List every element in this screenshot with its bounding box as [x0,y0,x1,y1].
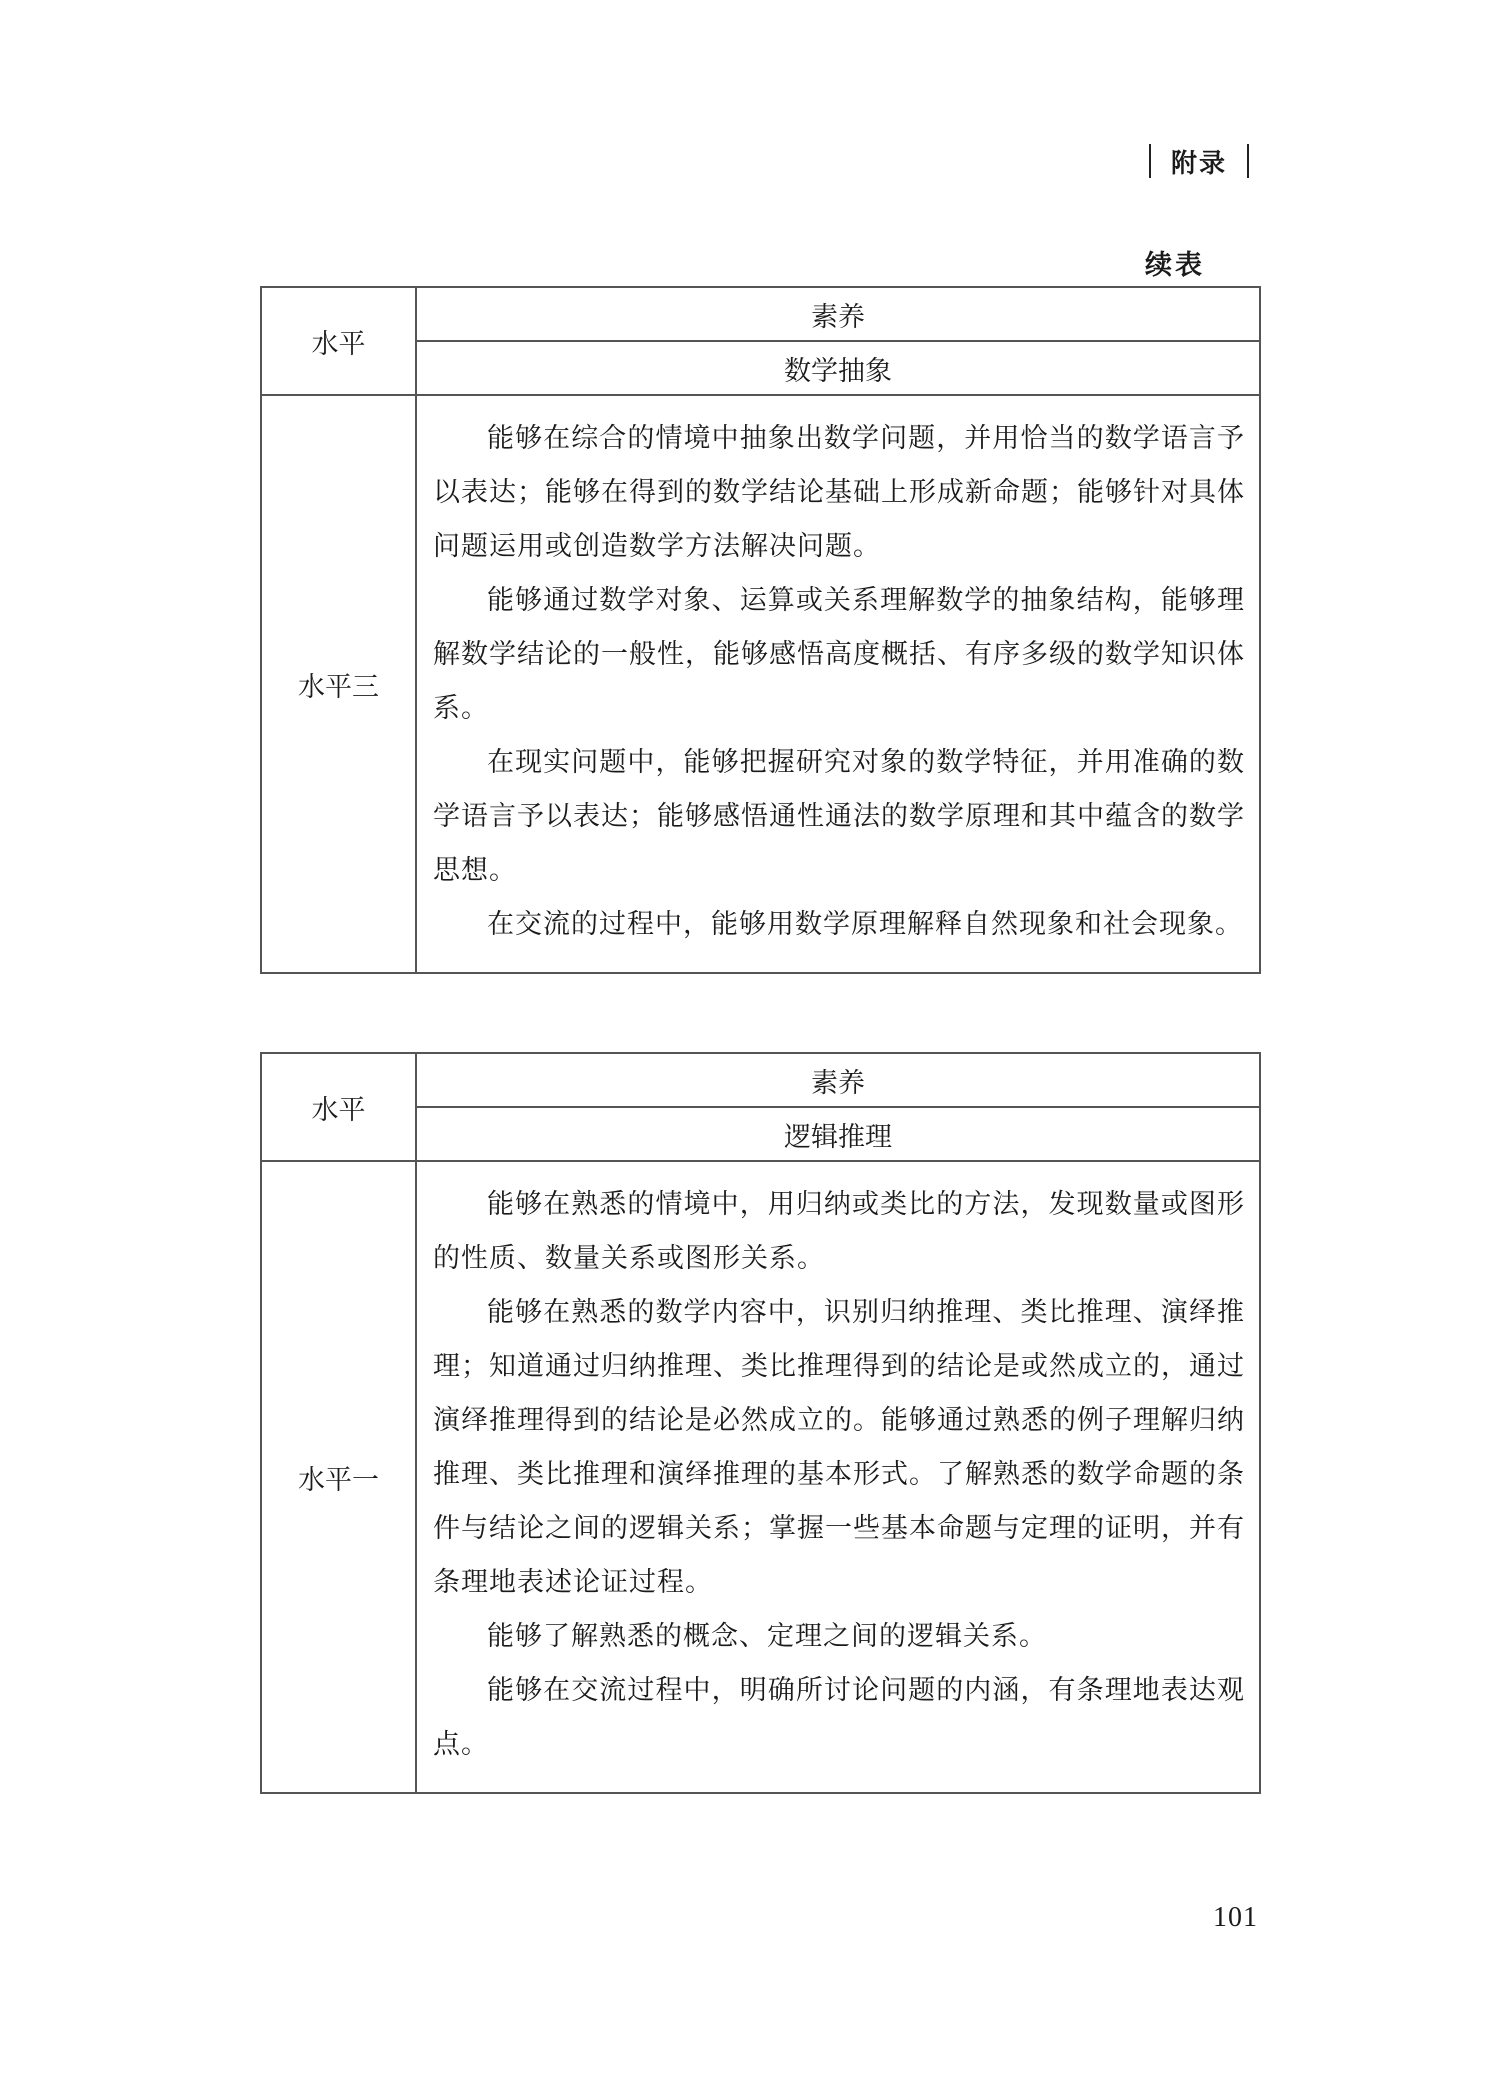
description-paragraph: 能够在综合的情境中抽象出数学问题，并用恰当的数学语言予以表达；能够在得到的数学结论基础上形成新命题；能够针对具体问题运用或创造数学方法解决问题。 [433,423,1245,562]
competency-column-header: 素养 [416,287,1260,341]
table-row [261,1161,1260,1793]
header-left-bar [1149,144,1151,178]
header-title: 附录 [1171,148,1228,179]
description-paragraph: 能够通过数学对象、运算或关系理解数学的抽象结构，能够理解数学结论的一般性，能够感悟高度概括、有序多级的数学知识体系。 [433,585,1245,724]
level-description [416,395,1260,973]
competency-column-header: 素养 [416,1053,1260,1107]
description-paragraph: 能够在熟悉的情境中，用归纳或类比的方法，发现数量或图形的性质、数量关系或图形关系。 [433,1189,1245,1274]
level-column-header: 水平 [261,1053,416,1161]
competency-name: 数学抽象 [416,341,1260,395]
table-header-row [261,1053,1260,1107]
standards-table-abstraction [260,286,1261,974]
table-row [261,395,1260,973]
competency-name: 逻辑推理 [416,1107,1260,1161]
continued-table-label: 续表 [1145,250,1205,281]
description-paragraph: 在现实问题中，能够把握研究对象的数学特征，并用准确的数学语言予以表达；能够感悟通性通法的数学原理和其中蕴含的数学思想。 [433,747,1245,886]
level-description [416,1161,1260,1793]
description-paragraph: 能够在交流过程中，明确所讨论问题的内涵，有条理地表达观点。 [433,1675,1245,1760]
level-label: 水平三 [261,395,416,973]
running-header [1149,142,1249,180]
description-paragraph: 在交流的过程中，能够用数学原理解释自然现象和社会现象。 [487,909,1243,940]
description-paragraph: 能够了解熟悉的概念、定理之间的逻辑关系。 [487,1621,1047,1652]
level-column-header: 水平 [261,287,416,395]
header-right-bar [1247,144,1249,178]
page-number: 101 [1213,1902,1258,1933]
table-header-row [261,287,1260,341]
description-paragraph: 能够在熟悉的数学内容中，识别归纳推理、类比推理、演绎推理；知道通过归纳推理、类比推理得到的结论是或然成立的，通过演绎推理得到的结论是必然成立的。能够通过熟悉的例子理解归纳推理、类比推理和演绎推理的基本形式。了解熟悉的数学命题的条件与结论之间的逻辑关系；掌握一些基本命题与定理的证明，并有条理地表述论证过程。 [433,1297,1245,1598]
level-label: 水平一 [261,1161,416,1793]
standards-table-reasoning [260,1052,1261,1794]
